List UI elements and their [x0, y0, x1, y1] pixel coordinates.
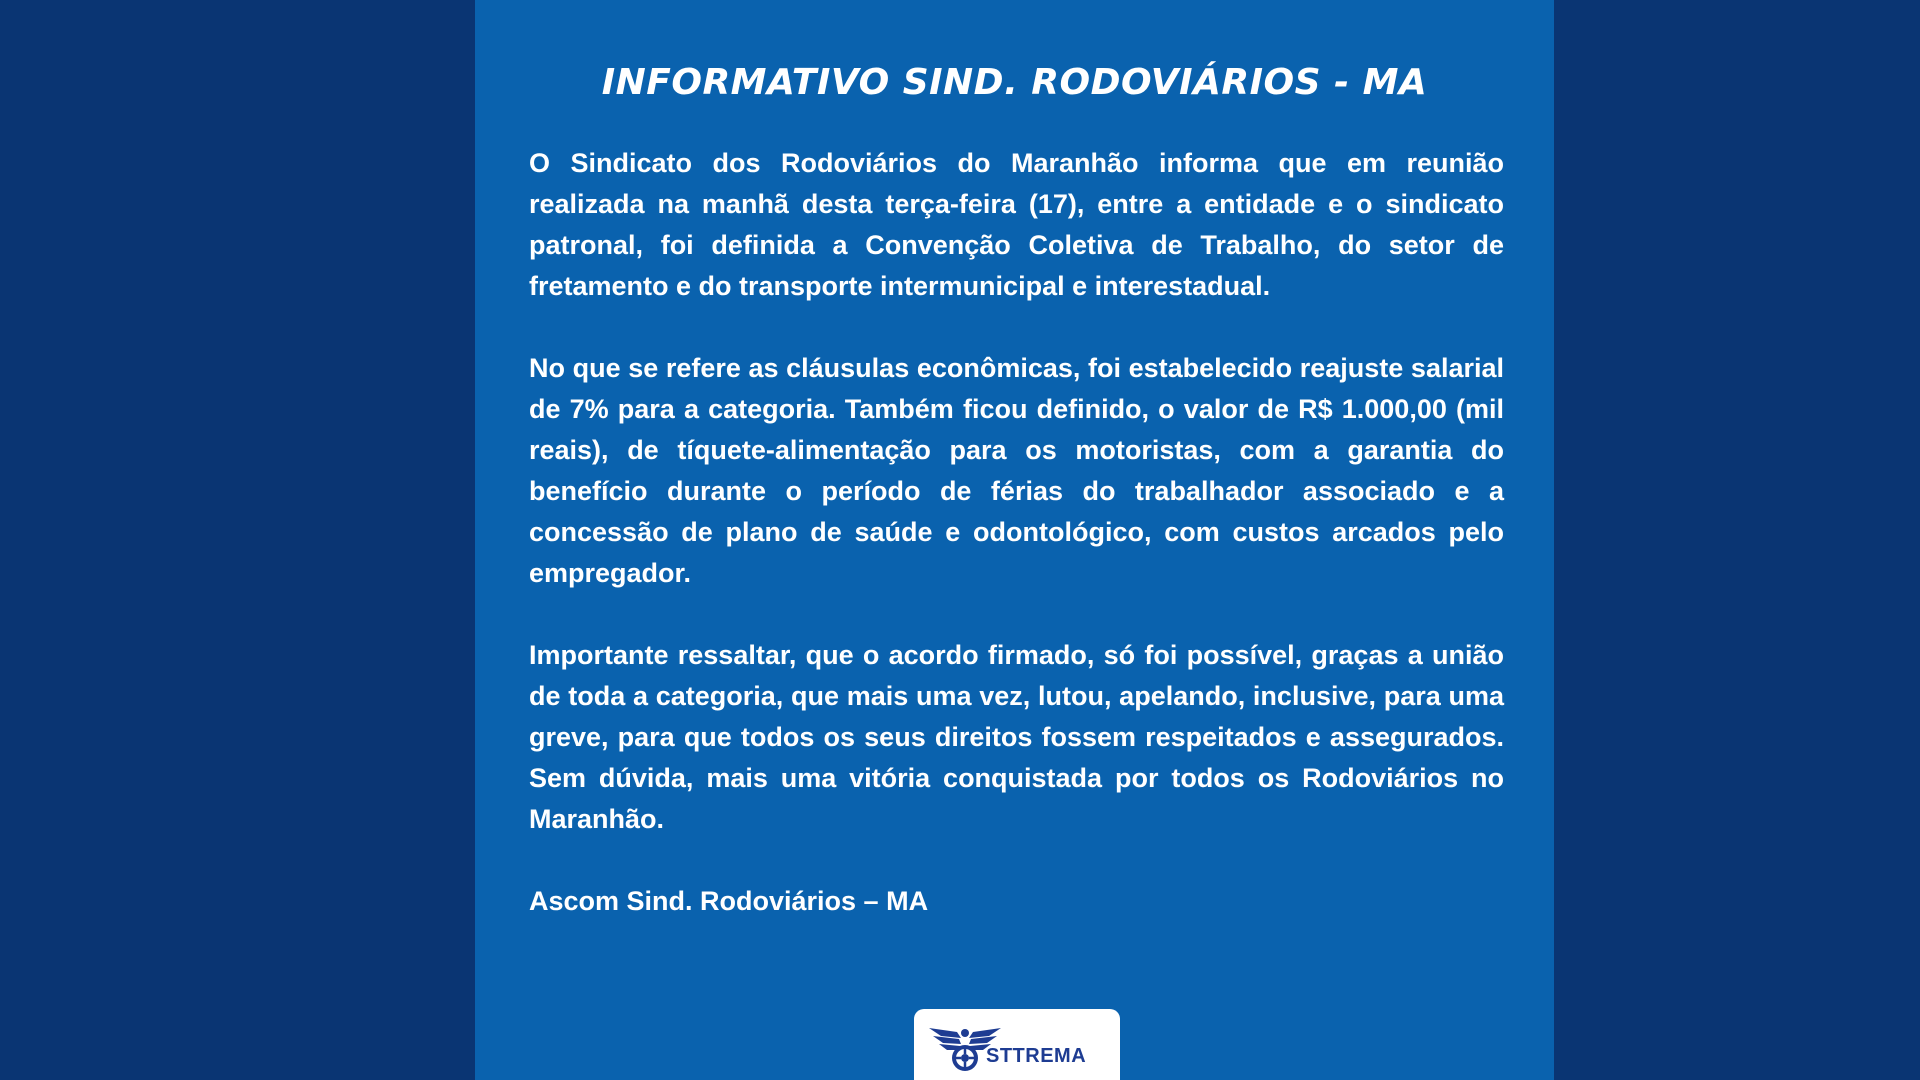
sttrema-logo	[914, 1009, 1120, 1080]
paragraph-1: O Sindicato dos Rodoviários do Maranhão informa que em reunião realizada na manhã desta terça-feira (17), entre a entidade e o sindicato patronal, foi definida a Convenção Coletiva de Trabalho, do setor de fretamento e do transporte intermunicipal e interestadual.	[529, 148, 1504, 301]
informative-panel	[475, 0, 1554, 1080]
page-title: INFORMATIVO SIND. RODOVIÁRIOS - MA	[601, 62, 1428, 103]
paragraph-2: No que se refere as cláusulas econômicas, foi estabelecido reajuste salarial de 7% para a categoria. Também ficou definido, o valor de R$ 1.000,00 (mil reais), de tíquete-alimentação para os motoristas, com a garantia do benefício durante o período de férias do trabalhador associado e a concessão de plano de saúde e odontológico, com custos arcados pelo empregador.	[529, 353, 1504, 588]
article-body	[529, 143, 1504, 922]
paragraph-3: Importante ressaltar, que o acordo firmado, só foi possível, graças a união de toda a categoria, que mais uma vez, lutou, apelando, inclusive, para uma greve, para que todos os seus direitos fossem respeitados e assegurados. Sem dúvida, mais uma vitória conquistada por todos os Rodoviários no Maranhão.	[529, 640, 1504, 834]
signature: Ascom Sind. Rodoviários – MA	[529, 886, 929, 916]
logo-text: STTREMA	[986, 1045, 1087, 1067]
